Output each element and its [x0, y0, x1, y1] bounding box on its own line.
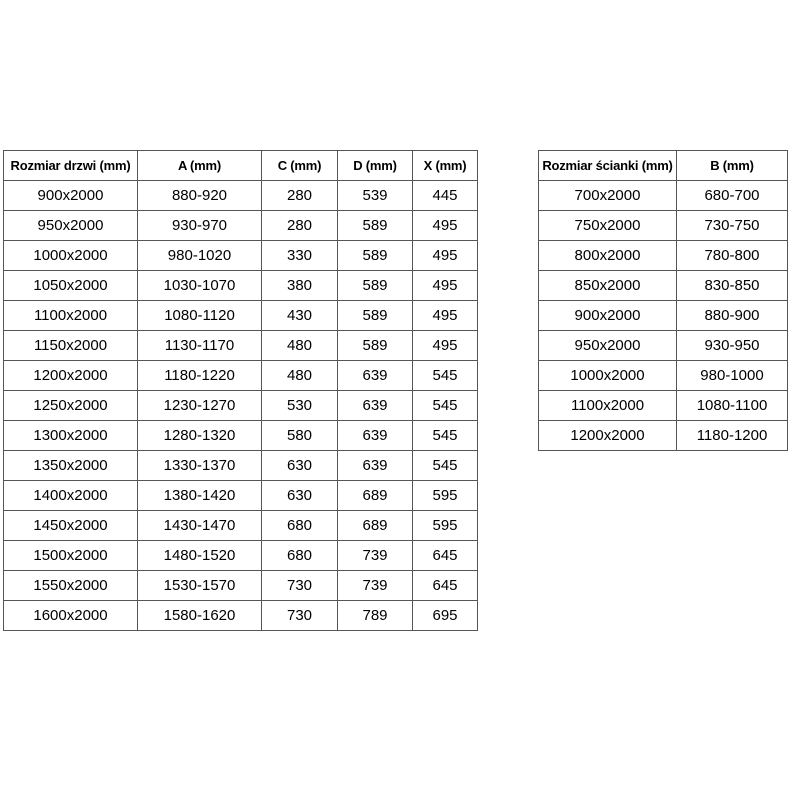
table-cell: 850x2000	[539, 271, 677, 301]
table-cell: 680-700	[677, 181, 788, 211]
table-cell: 1030-1070	[138, 271, 262, 301]
table-cell: 830-850	[677, 271, 788, 301]
door-sizes-table-header	[4, 151, 478, 181]
table-cell: 980-1000	[677, 361, 788, 391]
table-cell: 739	[338, 541, 413, 571]
table-cell: 589	[338, 241, 413, 271]
table-cell: 1080-1100	[677, 391, 788, 421]
table-cell: 730	[262, 601, 338, 631]
table-cell: 1250x2000	[4, 391, 138, 421]
table-cell: 1000x2000	[4, 241, 138, 271]
table-cell: 430	[262, 301, 338, 331]
table-cell: 1200x2000	[539, 421, 677, 451]
table-cell: 1000x2000	[539, 361, 677, 391]
header-row	[4, 151, 478, 181]
table-row	[4, 481, 478, 511]
table-cell: 880-920	[138, 181, 262, 211]
table-cell: 495	[413, 301, 478, 331]
table-cell: 880-900	[677, 301, 788, 331]
table-cell: 680	[262, 541, 338, 571]
column-header: B (mm)	[677, 151, 788, 181]
table-cell: 445	[413, 181, 478, 211]
table-cell: 1550x2000	[4, 571, 138, 601]
column-header: D (mm)	[338, 151, 413, 181]
table-cell: 1150x2000	[4, 331, 138, 361]
table-cell: 1180-1220	[138, 361, 262, 391]
table-cell: 495	[413, 241, 478, 271]
column-header: X (mm)	[413, 151, 478, 181]
column-header: Rozmiar ścianki (mm)	[539, 151, 677, 181]
table-cell: 530	[262, 391, 338, 421]
table-row	[4, 241, 478, 271]
table-cell: 1580-1620	[138, 601, 262, 631]
table-cell: 595	[413, 511, 478, 541]
table-cell: 639	[338, 421, 413, 451]
table-cell: 680	[262, 511, 338, 541]
table-row	[539, 391, 788, 421]
table-row	[4, 331, 478, 361]
column-header: A (mm)	[138, 151, 262, 181]
table-cell: 630	[262, 451, 338, 481]
table-row	[539, 421, 788, 451]
table-cell: 950x2000	[539, 331, 677, 361]
table-row	[4, 421, 478, 451]
table-cell: 589	[338, 301, 413, 331]
table-cell: 980-1020	[138, 241, 262, 271]
table-cell: 645	[413, 571, 478, 601]
table-cell: 1430-1470	[138, 511, 262, 541]
wall-sizes-table-body	[539, 181, 788, 451]
table-cell: 730-750	[677, 211, 788, 241]
table-cell: 545	[413, 391, 478, 421]
table-row	[4, 541, 478, 571]
table-cell: 1130-1170	[138, 331, 262, 361]
table-cell: 630	[262, 481, 338, 511]
table-cell: 930-970	[138, 211, 262, 241]
table-row	[4, 271, 478, 301]
table-cell: 645	[413, 541, 478, 571]
table-cell: 695	[413, 601, 478, 631]
table-cell: 930-950	[677, 331, 788, 361]
table-cell: 900x2000	[539, 301, 677, 331]
wall-sizes-table-header	[539, 151, 788, 181]
table-cell: 950x2000	[4, 211, 138, 241]
table-row	[539, 181, 788, 211]
table-cell: 900x2000	[4, 181, 138, 211]
wall-sizes-table	[538, 150, 788, 451]
table-cell: 480	[262, 331, 338, 361]
table-row	[4, 451, 478, 481]
table-cell: 1330-1370	[138, 451, 262, 481]
table-cell: 1050x2000	[4, 271, 138, 301]
table-row	[539, 331, 788, 361]
table-row	[4, 511, 478, 541]
table-cell: 1100x2000	[4, 301, 138, 331]
table-row	[4, 601, 478, 631]
header-row	[539, 151, 788, 181]
table-cell: 639	[338, 361, 413, 391]
table-cell: 480	[262, 361, 338, 391]
table-row	[4, 391, 478, 421]
table-cell: 595	[413, 481, 478, 511]
table-cell: 1380-1420	[138, 481, 262, 511]
table-cell: 1200x2000	[4, 361, 138, 391]
table-row	[4, 301, 478, 331]
table-row	[539, 211, 788, 241]
table-row	[4, 361, 478, 391]
table-cell: 539	[338, 181, 413, 211]
table-row	[4, 211, 478, 241]
table-cell: 380	[262, 271, 338, 301]
table-cell: 700x2000	[539, 181, 677, 211]
table-cell: 1280-1320	[138, 421, 262, 451]
table-cell: 589	[338, 271, 413, 301]
table-cell: 730	[262, 571, 338, 601]
table-cell: 495	[413, 271, 478, 301]
table-cell: 1300x2000	[4, 421, 138, 451]
table-cell: 689	[338, 481, 413, 511]
table-row	[539, 361, 788, 391]
table-cell: 789	[338, 601, 413, 631]
column-header: C (mm)	[262, 151, 338, 181]
table-cell: 1450x2000	[4, 511, 138, 541]
table-cell: 1600x2000	[4, 601, 138, 631]
table-row	[4, 571, 478, 601]
table-row	[4, 181, 478, 211]
table-cell: 545	[413, 421, 478, 451]
table-cell: 1180-1200	[677, 421, 788, 451]
table-cell: 589	[338, 331, 413, 361]
table-row	[539, 271, 788, 301]
table-cell: 639	[338, 391, 413, 421]
column-header: Rozmiar drzwi (mm)	[4, 151, 138, 181]
table-row	[539, 301, 788, 331]
table-cell: 1350x2000	[4, 451, 138, 481]
door-sizes-table-body	[4, 181, 478, 631]
table-cell: 1480-1520	[138, 541, 262, 571]
table-cell: 280	[262, 211, 338, 241]
table-cell: 545	[413, 361, 478, 391]
table-cell: 780-800	[677, 241, 788, 271]
table-cell: 739	[338, 571, 413, 601]
table-cell: 495	[413, 331, 478, 361]
table-cell: 750x2000	[539, 211, 677, 241]
table-cell: 1100x2000	[539, 391, 677, 421]
table-cell: 1080-1120	[138, 301, 262, 331]
table-cell: 495	[413, 211, 478, 241]
table-cell: 1500x2000	[4, 541, 138, 571]
table-cell: 639	[338, 451, 413, 481]
table-cell: 330	[262, 241, 338, 271]
table-cell: 580	[262, 421, 338, 451]
table-cell: 545	[413, 451, 478, 481]
table-cell: 1230-1270	[138, 391, 262, 421]
table-cell: 800x2000	[539, 241, 677, 271]
table-cell: 689	[338, 511, 413, 541]
table-cell: 1400x2000	[4, 481, 138, 511]
door-sizes-table	[3, 150, 478, 631]
table-cell: 589	[338, 211, 413, 241]
table-cell: 1530-1570	[138, 571, 262, 601]
table-row	[539, 241, 788, 271]
table-cell: 280	[262, 181, 338, 211]
